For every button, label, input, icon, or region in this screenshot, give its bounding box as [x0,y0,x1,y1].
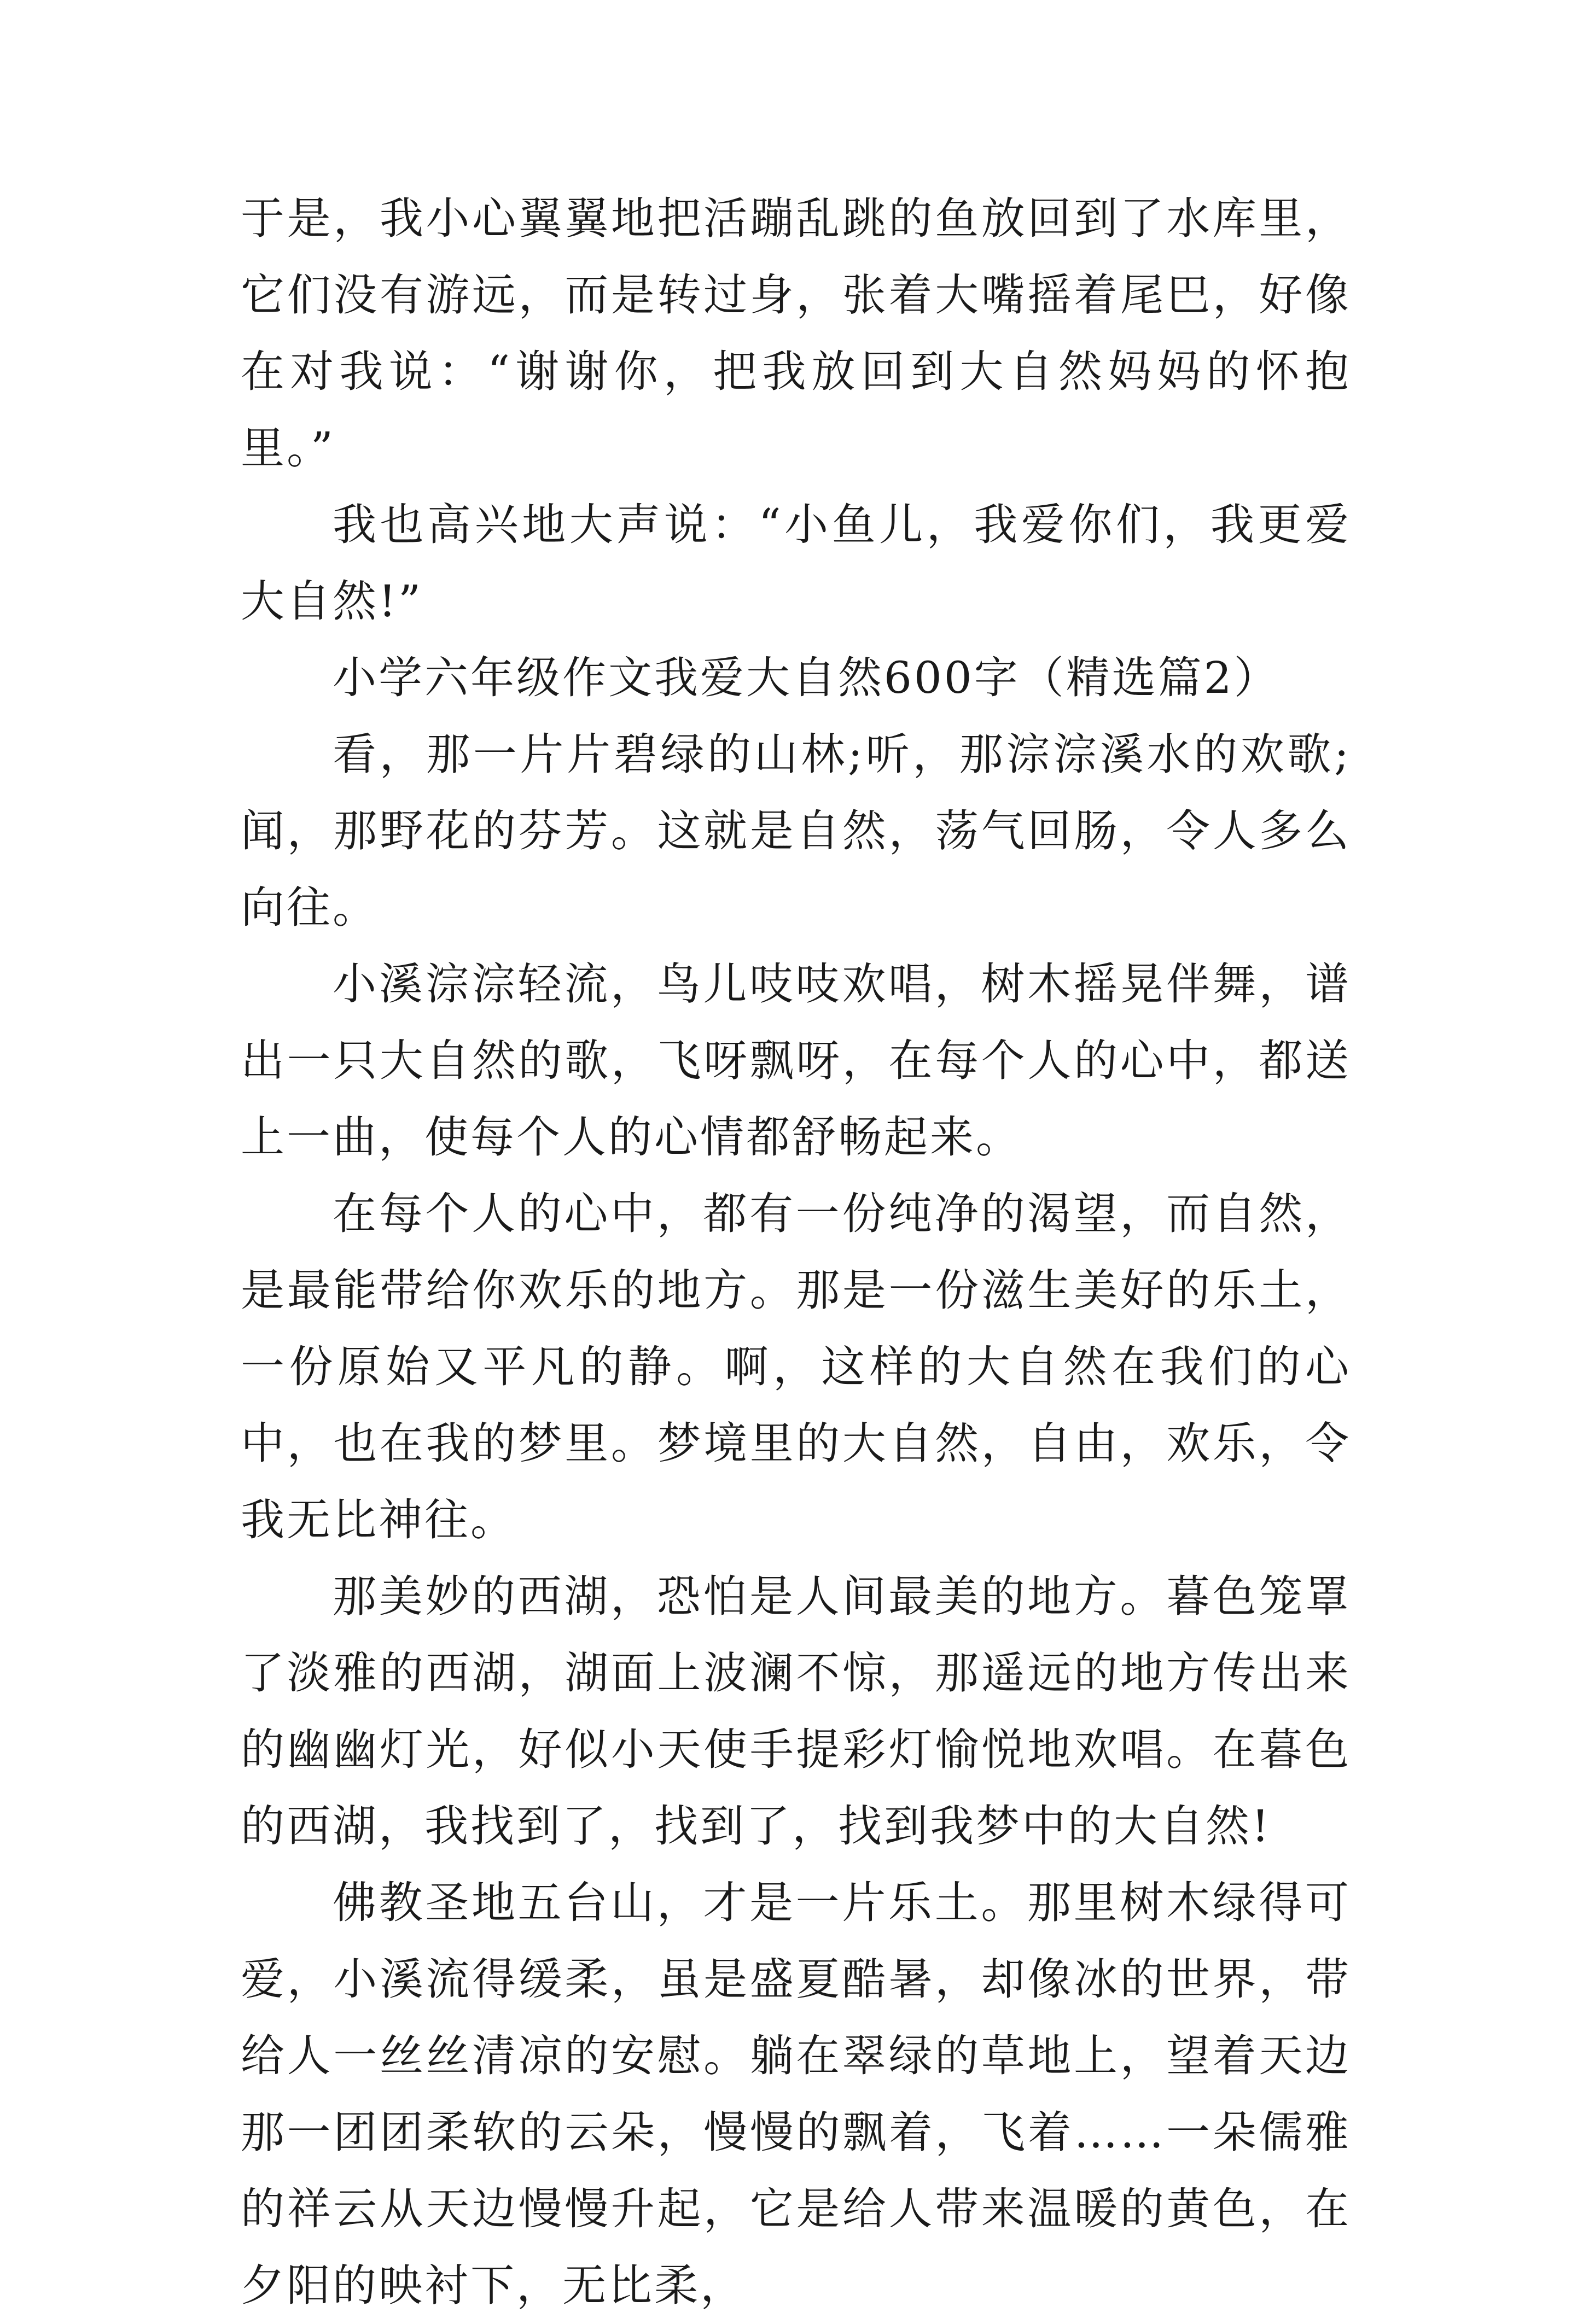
paragraph: 小溪淙淙轻流，鸟儿吱吱欢唱，树木摇晃伴舞，谱出一只大自然的歌，飞呀飘呀，在每个人的心中，都送上一曲，使每个人的心情都舒畅起来。 [241,959,1351,1163]
section-heading: 小学六年级作文我爱大自然600字（精选篇2） [333,652,1280,703]
paragraph: 那美妙的西湖，恐怕是人间最美的地方。暮色笼罩了淡雅的西湖，湖面上波澜不惊，那遥远的地方传出来的幽幽灯光，好似小天使手提彩灯愉悦地欢唱。在暮色的西湖，我找到了，找到了，找到我梦中的大自然! [241,1571,1351,1852]
paragraph: 在每个人的心中，都有一份纯净的渴望，而自然，是最能带给你欢乐的地方。那是一份滋生美好的乐土，一份原始又平凡的静。啊，这样的大自然在我们的心中，也在我的梦里。梦境里的大自然，自由，欢乐，令我无比神往。 [241,1188,1351,1545]
paragraph-continuation: 于是，我小心翼翼地把活蹦乱跳的鱼放回到了水库里，它们没有游远，而是转过身，张着大嘴摇着尾巴，好像在对我说：“谢谢你，把我放回到大自然妈妈的怀抱里。” [241,193,1351,474]
paragraph: 我也高兴地大声说：“小鱼儿，我爱你们，我更爱大自然!” [241,499,1351,627]
paragraph: 看，那一片片碧绿的山林;听，那淙淙溪水的欢歌;闻，那野花的芬芳。这就是自然，荡气回肠，令人多么向往。 [241,729,1351,933]
document-body [241,180,1351,2324]
paragraph: 佛教圣地五台山，才是一片乐土。那里树木绿得可爱，小溪流得缓柔，虽是盛夏酷暑，却像冰的世界，带给人一丝丝清凉的安慰。躺在翠绿的草地上，望着天边那一团团柔软的云朵，慢慢的飘着，飞着……一朵儒雅的祥云从天边慢慢升起，它是给人带来温暖的黄色，在夕阳的映衬下，无比柔， [241,1877,1351,2311]
